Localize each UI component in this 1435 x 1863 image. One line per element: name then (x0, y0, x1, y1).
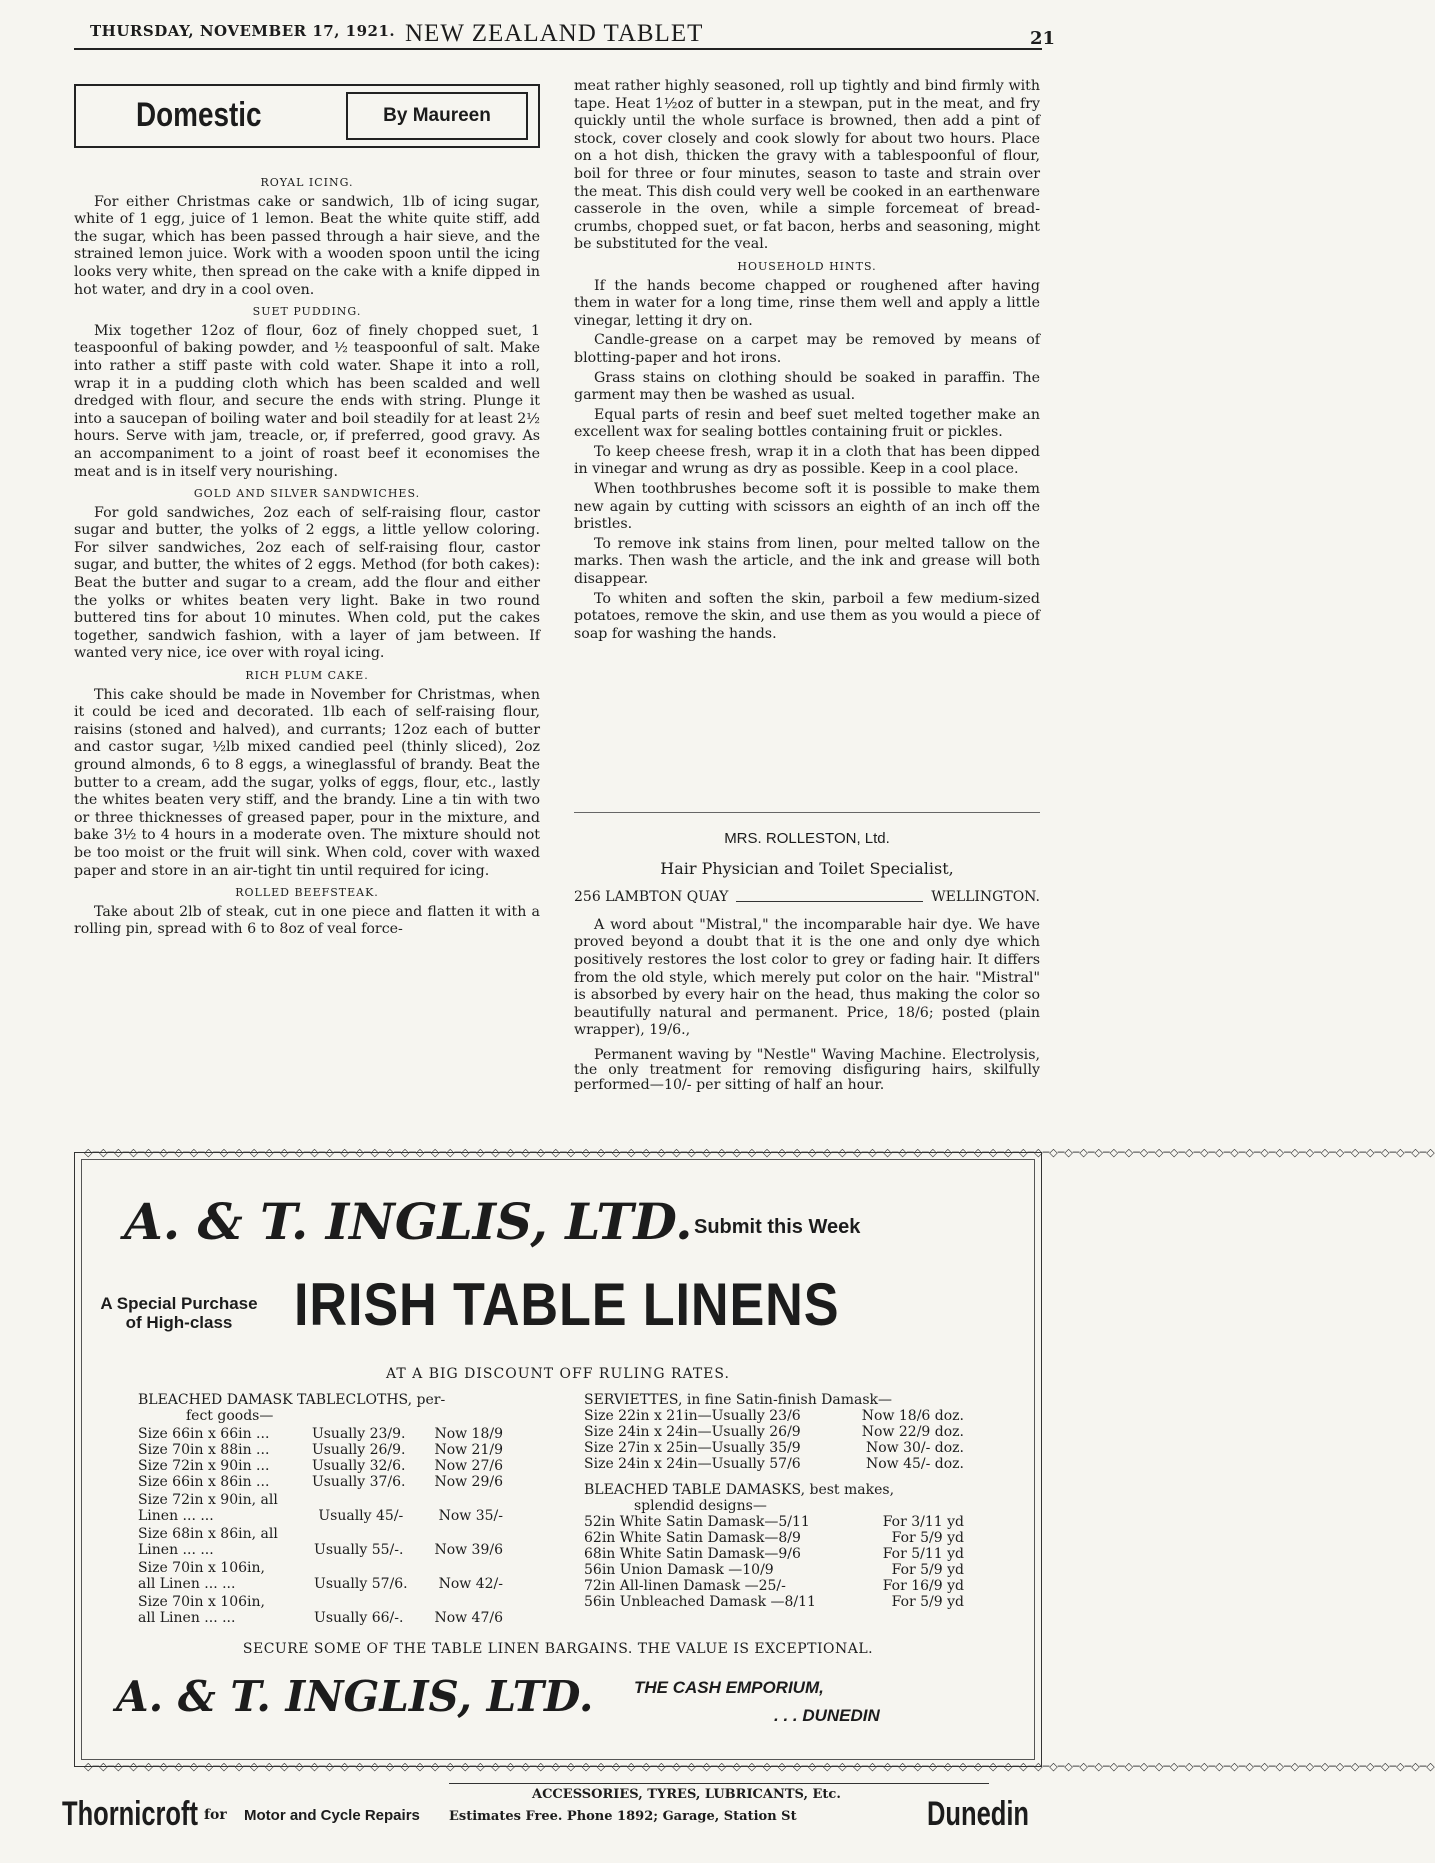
serviettes-list (584, 1392, 964, 1610)
tablecloths-list (138, 1392, 503, 1626)
damask-price: For 5/9 yd (891, 1530, 964, 1546)
damask-item: 72in All-linen Damask —25/- (584, 1578, 786, 1594)
tablecloth-now: Now 29/6 (434, 1474, 503, 1490)
damask-row (584, 1578, 964, 1594)
recipe-heading: ROLLED BEEFSTEAK. (235, 886, 379, 900)
damask-item: 62in White Satin Damask—8/9 (584, 1530, 801, 1546)
tablecloth-size: Size 70in x 106in, all Linen ... ... (138, 1594, 265, 1626)
tablecloth-usual: Usually 55/-. (314, 1542, 404, 1558)
tablecloth-size: Size 68in x 86in, all Linen ... ... (138, 1526, 278, 1558)
tablecloth-size: Size 70in x 106in, all Linen ... ... (138, 1560, 265, 1592)
damask-item: 52in White Satin Damask—5/11 (584, 1514, 810, 1530)
address-city: WELLINGTON. (931, 889, 1040, 906)
inglis-company-bottom: A. & T. INGLIS, LTD. (116, 1672, 594, 1721)
serviette-row (584, 1440, 964, 1456)
tablecloth-row (138, 1442, 503, 1458)
hint-text: Candle-grease on a carpet may be removed by means of blotting-paper and hot irons. (574, 332, 1040, 366)
domestic-masthead (74, 84, 540, 148)
damask-price: For 3/11 yd (882, 1514, 964, 1530)
thornicroft-advert (62, 1783, 1042, 1843)
tablecloth-row (138, 1492, 503, 1524)
serviettes-heading: SERVIETTES, in fine Satin-finish Damask— (584, 1392, 893, 1408)
special-line-1: A Special Purchase (100, 1294, 258, 1313)
damask-row (584, 1594, 964, 1610)
special-line-2: of High-class (125, 1313, 233, 1332)
hint-text: When toothbrushes become soft it is possible to make them new again by cutting with scissors an eighth of an inch off the bristles. (574, 481, 1040, 533)
tablecloth-now: Now 47/6 (434, 1610, 503, 1626)
damask-row (584, 1530, 964, 1546)
ornament-bottom: ◇─◇─◇─◇─◇─◇─◇─◇─◇─◇─◇─◇─◇─◇─◇─◇─◇─◇─◇─◇─◇─◇─◇─◇─◇─◇─◇─◇─◇─◇─◇─◇─◇─◇─◇─◇─◇─◇─◇─◇─◇─◇─◇─◇─◇─◇─◇─◇─◇─◇─◇─◇─◇─◇─◇─◇─◇─◇─◇─◇─◇─◇─◇─◇─◇─◇─◇─◇─◇─◇─◇─◇─◇─◇─◇─◇─◇─◇─◇─◇─◇─◇─◇─◇─◇─◇─◇─◇─◇─◇ (84, 1760, 1435, 1773)
damask-item: 68in White Satin Damask—9/6 (584, 1546, 801, 1562)
tablecloth-size: Size 66in x 86in ... (138, 1474, 270, 1490)
tablecloth-row (138, 1526, 503, 1558)
hint-text: If the hands become chapped or roughened after having them in water for a long time, rinse them well and apply a little vinegar, letting it dry on. (574, 277, 1040, 329)
rolleston-subtitle: Hair Physician and Toilet Specialist, (660, 858, 954, 878)
thornicroft-rule (449, 1783, 989, 1784)
hint-text: Grass stains on clothing should be soaked in paraffin. The garment may then be washed as usual. (574, 369, 1040, 404)
damask-price: For 16/9 yd (882, 1578, 964, 1594)
estimates-line: Estimates Free. Phone 1892; Garage, Station St (449, 1809, 797, 1824)
damask-row (584, 1514, 964, 1530)
serviette-item: Size 27in x 25in—Usually 35/9 (584, 1440, 801, 1456)
issue-date: THURSDAY, NOVEMBER 17, 1921. (90, 22, 396, 40)
tablecloth-now: Now 18/9 (434, 1426, 503, 1442)
damask-item: 56in Unbleached Damask —8/11 (584, 1594, 816, 1610)
tablecloth-row (138, 1560, 503, 1592)
accessories-line: ACCESSORIES, TYRES, LUBRICANTS, Etc. (532, 1787, 841, 1802)
serviette-now: Now 30/- doz. (865, 1440, 964, 1456)
tablecloth-row (138, 1458, 503, 1474)
tablecloth-usual: Usually 66/-. (314, 1610, 404, 1626)
tablecloths-heading-2: fect goods— (186, 1408, 274, 1424)
tablecloth-size: Size 72in x 90in, all Linen ... ... (138, 1492, 278, 1524)
damasks-heading: BLEACHED TABLE DAMASKS, best makes, (584, 1482, 895, 1498)
thornicroft-name: Thornicroft (62, 1795, 198, 1833)
tablecloth-usual: Usually 23/9. (311, 1426, 406, 1442)
thornicroft-city: Dunedin (927, 1795, 1029, 1833)
hint-text: Equal parts of resin and beef suet melted together make an excellent wax for sealing bottles containing fruit or pickles. (574, 406, 1040, 441)
tablecloth-size: Size 66in x 66in ... (138, 1426, 270, 1442)
dunedin-location: . . . DUNEDIN (774, 1706, 880, 1725)
damask-row (584, 1546, 964, 1562)
page-number: 21 (1030, 28, 1056, 49)
recipe-text: Mix together 12oz of flour, 6oz of finely chopped suet, 1 teaspoonful of baking powder, and ½ teaspoonful of salt. Make into rather a stiff paste with cold water. Shape it into a roll, wrap it in a pudding cloth which has been scalded and well dredged with flour, and secure the ends with string. Plunge it into a saucepan of boiling water and boil steadily for at least 2½ hours. Serve with jam, treacle, or, if preferred, good gravy. As an accompaniment to a joint of roast beef it economises the meat and is in itself very nourishing. (74, 322, 540, 480)
rolleston-address (574, 889, 1040, 907)
address-leader (736, 889, 923, 902)
hints-heading: HOUSEHOLD HINTS. (737, 259, 877, 273)
serviette-now: Now 18/6 doz. (861, 1408, 964, 1424)
thornicroft-for: for (204, 1807, 227, 1823)
special-purchase (94, 1294, 264, 1332)
recipe-continuation: meat rather highly seasoned, roll up tightly and bind firmly with tape. Heat 1½oz of butter in a stewpan, put in the meat, and fry quickly until the whole surface is browned, then add a pint of stock, cover closely and cook slowly for about two hours. Place on a hot dish, thicken the gravy with a tablespoonful of flour, boil for three or four minutes, season to taste and strain over the meat. This dish could very well be cooked in an earthenware casserole in the oven, while a simple forcemeat of bread-crumbs, chopped suet, or fat bacon, herbs and seasoning, might be substituted for the veal. (574, 78, 1040, 253)
ornament-top: ◇─◇─◇─◇─◇─◇─◇─◇─◇─◇─◇─◇─◇─◇─◇─◇─◇─◇─◇─◇─◇─◇─◇─◇─◇─◇─◇─◇─◇─◇─◇─◇─◇─◇─◇─◇─◇─◇─◇─◇─◇─◇─◇─◇─◇─◇─◇─◇─◇─◇─◇─◇─◇─◇─◇─◇─◇─◇─◇─◇─◇─◇─◇─◇─◇─◇─◇─◇─◇─◇─◇─◇─◇─◇─◇─◇─◇─◇─◇─◇─◇─◇─◇─◇─◇─◇─◇─◇─◇─◇ (84, 1146, 1435, 1159)
serviette-item: Size 24in x 24in—Usually 26/9 (584, 1424, 801, 1440)
left-column (74, 170, 540, 941)
irish-table-linens: IRISH TABLE LINENS (294, 1271, 840, 1338)
tablecloth-size: Size 72in x 90in ... (138, 1458, 270, 1474)
tablecloth-now: Now 42/- (438, 1576, 503, 1592)
inglis-company-top: A. & T. INGLIS, LTD. (124, 1192, 693, 1251)
tablecloths-heading: BLEACHED DAMASK TABLECLOTHS, per- (138, 1392, 446, 1408)
serviette-now: Now 22/9 doz. (861, 1424, 964, 1440)
tablecloth-usual: Usually 37/6. (311, 1474, 406, 1490)
damasks-heading-2: splendid designs— (634, 1498, 767, 1514)
rolleston-body-2: Permanent waving by "Nestle" Waving Machine. Electrolysis, the only treatment for removing disfiguring hairs, skilfully performed—10/- per sitting of half an hour. (574, 1046, 1040, 1093)
header-rule (74, 48, 1042, 50)
byline: By Maureen (346, 92, 528, 140)
hint-text: To whiten and soften the skin, parboil a few medium-sized potatoes, remove the skin, and use them as you would a piece of soap for washing the hands. (574, 590, 1040, 642)
submit-this-week: Submit this Week (694, 1216, 861, 1238)
tablecloth-usual: Usually 57/6. (314, 1576, 408, 1592)
recipe-heading: SUET PUDDING. (252, 305, 362, 319)
rolleston-advert (574, 830, 1040, 1095)
recipe-heading: ROYAL ICING. (260, 176, 354, 189)
newspaper-title: NEW ZEALAND TABLET (405, 20, 704, 47)
tablecloth-usual: Usually 32/6. (311, 1458, 406, 1474)
tablecloth-row (138, 1474, 503, 1490)
damask-price: For 5/11 yd (882, 1546, 964, 1562)
tablecloth-usual: Usually 45/- (318, 1508, 404, 1524)
serviette-row (584, 1456, 964, 1472)
damask-item: 56in Union Damask —10/9 (584, 1562, 774, 1578)
serviette-item: Size 24in x 24in—Usually 57/6 (584, 1456, 801, 1472)
serviette-row (584, 1408, 964, 1424)
recipe-text: For gold sandwiches, 2oz each of self-raising flour, castor sugar and butter, the yolks of 2 eggs, a little yellow coloring. For silver sandwiches, 2oz each of self-raising flour, castor sugar, and butter, the whites of 2 eggs. Method (for both cakes): Beat the butter and sugar to a cream, add the flour and either the yolks or whites beaten very light. Bake in two round buttered tins for about 10 minutes. When cold, put the cakes together, sandwich fashion, with a layer of jam between. If wanted very nice, ice over with royal icing. (74, 504, 540, 662)
tablecloth-now: Now 39/6 (434, 1542, 503, 1558)
column-divider (574, 812, 1040, 813)
damask-price: For 5/9 yd (891, 1562, 964, 1578)
recipe-heading: RICH PLUM CAKE. (245, 669, 369, 683)
tablecloth-row (138, 1426, 503, 1442)
motor-cycle-repairs: Motor and Cycle Repairs (244, 1807, 420, 1824)
recipe-text: Take about 2lb of steak, cut in one piece and flatten it with a rolling pin, spread with 6 to 8oz of veal force- (74, 903, 540, 938)
tablecloth-usual: Usually 26/9. (311, 1442, 406, 1458)
serviette-row (584, 1424, 964, 1440)
secure-bargains: SECURE SOME OF THE TABLE LINEN BARGAINS. THE VALUE IS EXCEPTIONAL. (242, 1641, 874, 1657)
damask-row (584, 1562, 964, 1578)
hint-text: To keep cheese fresh, wrap it in a cloth that has been dipped in vinegar and wrung as dry as possible. Keep in a cool place. (574, 443, 1040, 478)
recipe-heading: GOLD AND SILVER SANDWICHES. (193, 487, 421, 501)
hint-text: To remove ink stains from linen, pour melted tallow on the marks. Then wash the article, and the ink and grease will both disappear. (574, 535, 1040, 588)
tablecloth-size: Size 70in x 88in ... (138, 1442, 270, 1458)
discount-line: AT A BIG DISCOUNT OFF RULING RATES. (386, 1366, 730, 1382)
section-title: Domestic (136, 96, 262, 134)
inglis-advert (74, 1146, 1435, 1773)
recipe-text: This cake should be made in November for Christmas, when it could be iced and decorated. 1lb each of self-raising flour, raisins (stoned and halved), and currants; 12oz each of butter and castor sugar, ½lb mixed candied peel (thinly sliced), 2oz ground almonds, 6 to 8 eggs, a wineglassful of brandy. Beat the butter to a cream, add the sugar, yolks of eggs, flour, etc., lastly the whites beaten very stiff, and the brandy. Line a tin with two or three thicknesses of greased paper, pour in the mixture, and bake 3½ to 4 hours in a moderate oven. The mixture should not be too moist or the fruit will sink. When cold, cover with waxed paper and store in an air-tight tin until required for icing. (74, 686, 540, 879)
tablecloth-now: Now 35/- (438, 1508, 503, 1524)
rolleston-name: MRS. ROLLESTON, Ltd. (724, 830, 890, 847)
cash-emporium: THE CASH EMPORIUM, (634, 1678, 824, 1697)
address-street: 256 LAMBTON QUAY (574, 889, 729, 906)
recipe-text: For either Christmas cake or sandwich, 1lb of icing sugar, white of 1 egg, juice of 1 lemon. Beat the white quite stiff, add the sugar, which has been passed through a hair sieve, and the strained lemon juice. Work with a wooden spoon until the icing looks very white, then spread on the cake with a knife dipped in hot water, and dry in a cool oven. (74, 193, 540, 298)
tablecloth-now: Now 21/9 (434, 1442, 503, 1458)
serviette-item: Size 22in x 21in—Usually 23/6 (584, 1408, 801, 1424)
serviette-now: Now 45/- doz. (865, 1456, 964, 1472)
right-column (574, 78, 1040, 645)
damask-price: For 5/9 yd (891, 1594, 964, 1610)
tablecloth-now: Now 27/6 (434, 1458, 503, 1474)
tablecloth-row (138, 1594, 503, 1626)
rolleston-body: A word about "Mistral," the incomparable hair dye. We have proved beyond a doubt that it is the one and only dye which positively restores the lost color to grey or fading hair. It differs from the old style, which merely put color on the hair. "Mistral" is absorbed by every hair on the head, thus making the color so beautifully natural and permanent. Price, 18/6; posted (plain wrapper), 19/6., (574, 916, 1040, 1039)
